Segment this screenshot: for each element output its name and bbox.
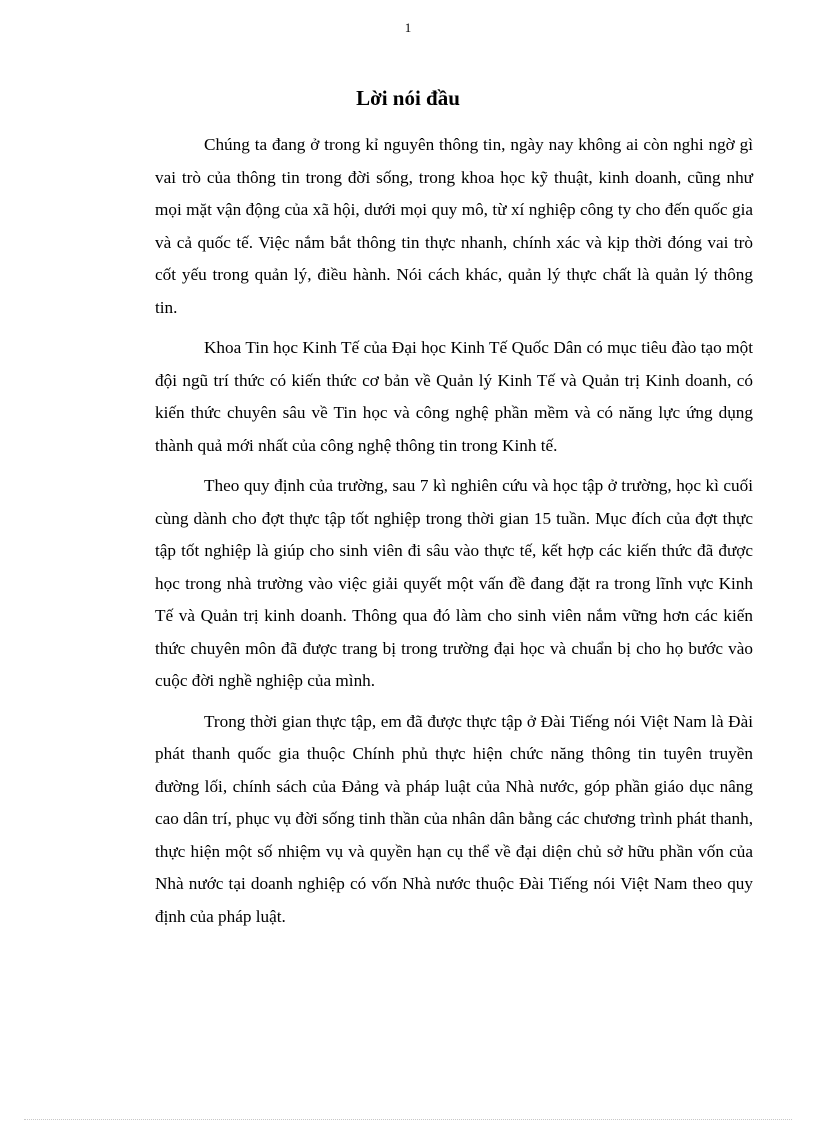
page-bottom-divider	[24, 1119, 792, 1120]
document-body	[155, 129, 753, 941]
paragraph-1: Chúng ta đang ở trong kỉ nguyên thông tin, ngày nay không ai còn nghi ngờ gì vai trò của thông tin trong đời sống, trong khoa học kỹ thuật, kinh doanh, cũng như mọi mặt vận động của xã hội, dưới mọi quy mô, từ xí nghiệp công ty cho đến quốc gia và cả quốc tế. Việc nắm bắt thông tin thực nhanh, chính xác và kịp thời đóng vai trò cốt yếu trong quản lý, điều hành. Nói cách khác, quản lý thực chất là quản lý thông tin.	[155, 135, 753, 317]
document-title: Lời nói đầu	[356, 86, 460, 110]
paragraph-4: Trong thời gian thực tập, em đã được thực tập ở Đài Tiếng nói Việt Nam là Đài phát thanh quốc gia thuộc Chính phủ thực hiện chức năng thông tin tuyên truyền đường lối, chính sách của Đảng và pháp luật của Nhà nước, góp phần giáo dục nâng cao dân trí, phục vụ đời sống tinh thần của nhân dân bằng các chương trình phát thanh, thực hiện một số nhiệm vụ và quyền hạn cụ thể về đại diện chủ sở hữu phần vốn của Nhà nước tại doanh nghiệp có vốn Nhà nước thuộc Đài Tiếng nói Việt Nam theo quy định của pháp luật.	[155, 711, 753, 926]
paragraph-2: Khoa Tin học Kinh Tế của Đại học Kinh Tế Quốc Dân có mục tiêu đào tạo một đội ngũ trí thức có kiến thức cơ bản về Quản lý Kinh Tế và Quản trị Kinh doanh, có kiến thức chuyên sâu về Tin học và công nghệ phần mềm và có năng lực ứng dụng thành quả mới nhất của công nghệ thông tin trong Kinh tế.	[155, 338, 753, 455]
paragraph-3: Theo quy định của trường, sau 7 kì nghiên cứu và học tập ở trường, học kì cuối cùng dành cho đợt thực tập tốt nghiệp trong thời gian 15 tuần. Mục đích của đợt thực tập tốt nghiệp là giúp cho sinh viên đi sâu vào thực tế, kết hợp các kiến thức đã được học trong nhà trường vào việc giải quyết một vấn đề đang đặt ra trong lĩnh vực Kinh Tế và Quản trị kinh doanh. Thông qua đó làm cho sinh viên nắm vững hơn các kiến thức chuyên môn đã được trang bị trong trường đại học và chuẩn bị cho họ bước vào cuộc đời nghề nghiệp của mình.	[155, 476, 753, 690]
page-number: 1	[404, 20, 412, 35]
